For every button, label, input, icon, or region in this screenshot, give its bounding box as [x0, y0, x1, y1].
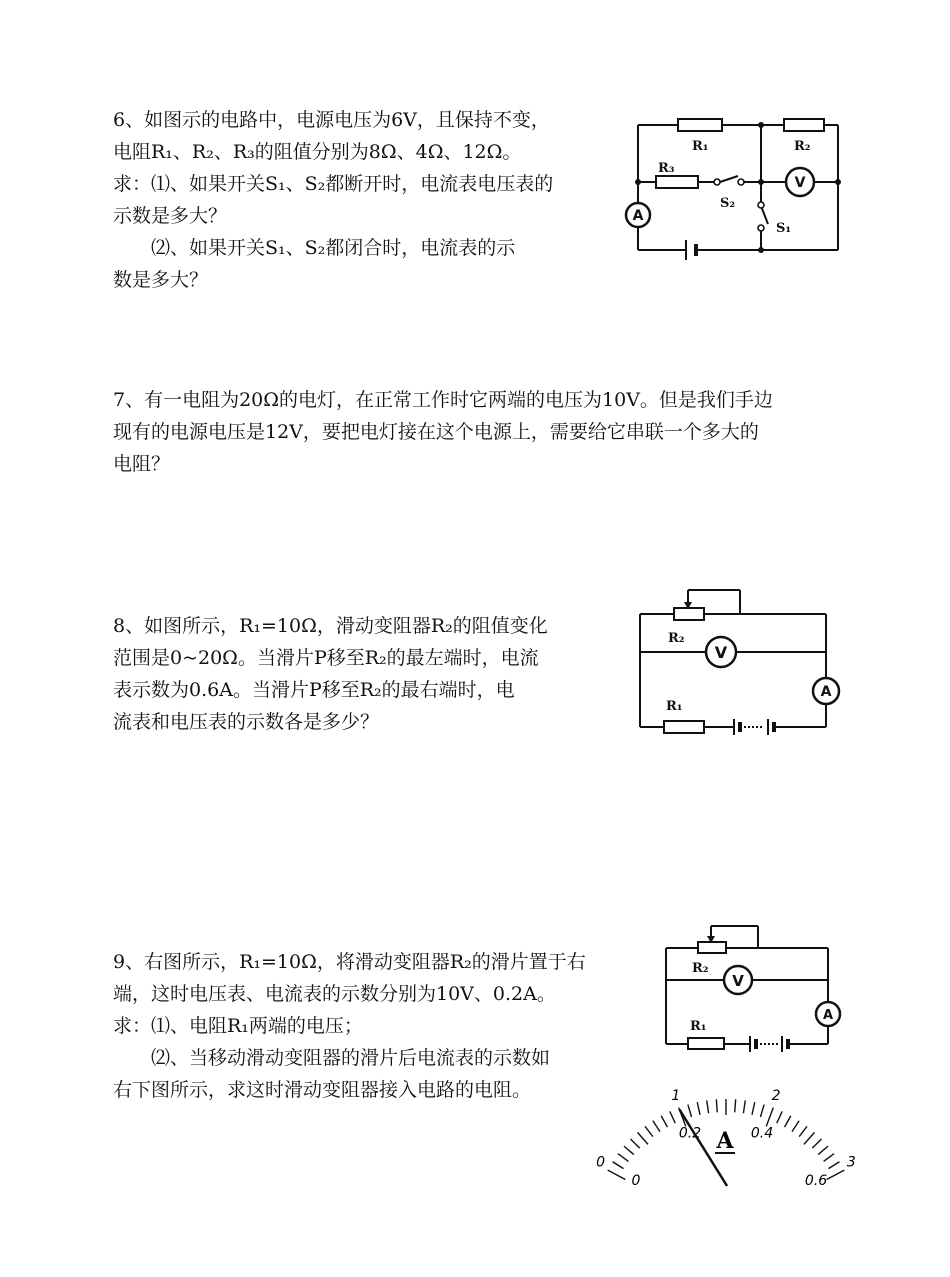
- dial-tick: [799, 1126, 807, 1136]
- dial-tick: [777, 1111, 782, 1123]
- q7-line-3: 电阻？: [113, 453, 171, 475]
- dial-tick: [766, 1108, 773, 1127]
- q8-line-1: 8、如图所示，R₁=10Ω，滑动变阻器R₂的阻值变化: [113, 615, 548, 637]
- q9-line-2: 端，这时电压表、电流表的示数分别为10V、0.2A。: [113, 983, 556, 1005]
- dial-tick: [743, 1100, 745, 1113]
- dial-tick: [792, 1121, 799, 1132]
- dial-tick: [824, 1154, 834, 1162]
- q6-line-2: 电阻R₁、R₂、R₃的阻值分别为8Ω、4Ω、12Ω。: [113, 141, 522, 163]
- ammeter-dial-svg: [596, 1058, 856, 1193]
- dial-tick: [716, 1099, 717, 1112]
- dial-tick: [828, 1162, 839, 1169]
- q8-circuit-diagram: [628, 582, 848, 742]
- dial-tick: [688, 1105, 692, 1117]
- q7-line-1: 7、有一电阻为20Ω的电灯，在正常工作时它两端的电压为10V。但是我们手边: [113, 389, 773, 411]
- q9-r1-label: R₁: [690, 1019, 707, 1034]
- q6-circuit-svg: [618, 110, 848, 270]
- dial-tick: [818, 1146, 828, 1154]
- q6-line-4: 示数是多大？: [113, 205, 228, 227]
- q9-r2-label: R₂: [692, 961, 709, 976]
- dial-tick: [618, 1154, 628, 1162]
- q8-line-4: 流表和电压表的示数各是多少？: [113, 711, 380, 733]
- dial-tick: [697, 1102, 700, 1115]
- q8-r2-label: R₂: [668, 631, 685, 646]
- question-8: [113, 610, 613, 738]
- question-6: [113, 104, 613, 296]
- dial-bottom-scale-label: 0: [631, 1173, 641, 1190]
- q9-voltmeter-label: V: [732, 972, 744, 990]
- q6-r3-label: R₃: [658, 161, 675, 176]
- question-7: [113, 384, 853, 480]
- q8-r1-label: R₁: [666, 699, 683, 714]
- question-9: [113, 946, 638, 1106]
- q6-voltmeter-label: V: [794, 175, 806, 191]
- dial-tick: [645, 1126, 653, 1136]
- dial-top-scale-label: 0: [596, 1154, 606, 1171]
- dial-tick: [613, 1162, 624, 1169]
- dial-bottom-scale-label: 0.4: [750, 1125, 774, 1142]
- dial-tick: [624, 1146, 634, 1154]
- q6-line-3: 求：⑴、如果开关S₁、S₂都断开时，电流表电压表的: [113, 173, 554, 195]
- dial-tick: [630, 1139, 639, 1148]
- dial-tick: [827, 1170, 845, 1179]
- dial-tick: [661, 1116, 667, 1127]
- q8-voltmeter-label: V: [714, 643, 728, 662]
- q9-line-4: ⑵、当移动滑动变阻器的滑片后电流表的示数如: [151, 1047, 551, 1069]
- dial-unit-label: A: [716, 1128, 734, 1154]
- dial-top-scale-label: 3: [846, 1154, 856, 1171]
- q8-circuit-svg: [628, 582, 848, 742]
- q8-line-2: 范围是0~20Ω。当滑片P移至R₂的最左端时，电流: [113, 647, 539, 669]
- dial-tick: [785, 1116, 791, 1127]
- q6-line-1: 6、如图示的电路中，电源电压为6V，且保持不变，: [113, 109, 550, 131]
- q9-line-3: 求：⑴、电阻R₁两端的电压；: [113, 1015, 363, 1037]
- dial-tick: [752, 1102, 755, 1115]
- q9-line-1: 9、右图所示，R₁=10Ω，将滑动变阻器R₂的滑片置于右: [113, 951, 586, 973]
- dial-top-scale-label: 1: [671, 1088, 681, 1105]
- q9-ammeter-dial: [596, 1058, 856, 1193]
- dial-bottom-scale-label: 0.2: [678, 1125, 702, 1142]
- dial-tick: [735, 1099, 736, 1112]
- q6-s1-label: S₁: [776, 221, 792, 236]
- dial-tick: [608, 1170, 626, 1179]
- q6-line-6: 数是多大？: [113, 269, 209, 291]
- q6-circuit-diagram: [618, 110, 848, 270]
- q9-circuit-diagram: [656, 918, 851, 1063]
- q8-line-3: 表示数为0.6A。当滑片P移至R₂的最右端时，电: [113, 679, 515, 701]
- dial-tick: [707, 1100, 709, 1113]
- q7-line-2: 现有的电源电压是12V，要把电灯接在这个电源上，需要给它串联一个多大的: [113, 421, 759, 443]
- q9-line-5: 右下图所示，求这时滑动变阻器接入电路的电阻。: [113, 1079, 532, 1101]
- q8-ammeter-label: A: [820, 684, 832, 700]
- q6-line-5: ⑵、如果开关S₁、S₂都闭合时，电流表的示: [151, 237, 516, 259]
- dial-tick: [653, 1121, 660, 1132]
- dial-tick: [760, 1105, 764, 1117]
- q6-r1-label: R₁: [692, 139, 709, 154]
- q6-r2-label: R₂: [794, 139, 811, 154]
- dial-tick: [670, 1111, 675, 1123]
- q6-ammeter-label: A: [632, 208, 644, 224]
- q6-s2-label: S₂: [720, 196, 736, 211]
- dial-tick: [638, 1132, 649, 1144]
- dial-tick: [804, 1132, 815, 1144]
- q9-ammeter-label: A: [822, 1008, 834, 1023]
- q9-circuit-svg: [656, 918, 851, 1063]
- dial-bottom-scale-label: 0.6: [804, 1173, 828, 1190]
- dial-tick: [812, 1139, 821, 1148]
- dial-top-scale-label: 2: [771, 1088, 781, 1105]
